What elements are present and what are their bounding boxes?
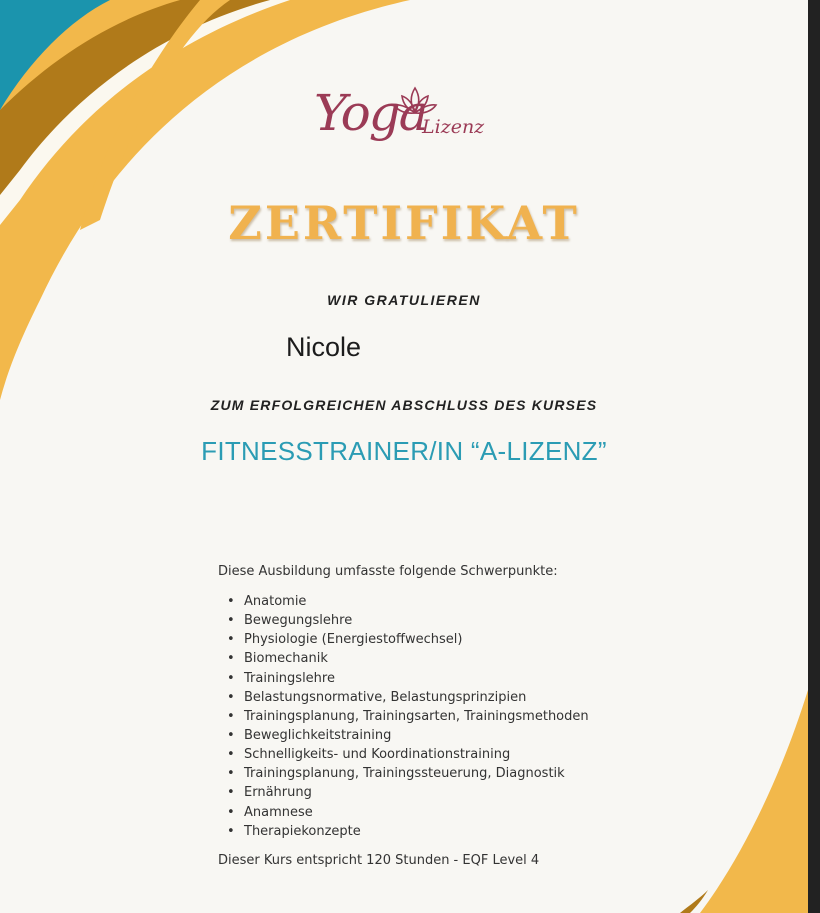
topics-list [227,592,589,841]
list-item: • Ernährung [227,783,589,802]
course-title: FITNESSTRAINER/IN “A-LIZENZ” [201,436,607,466]
bullet-icon: • [227,632,235,648]
list-item: • Therapiekonzepte [227,822,589,841]
bullet-icon: • [227,651,235,667]
bullet-icon: • [227,766,235,782]
bullet-icon: • [227,670,235,686]
certificate-title: ZERTIFIKAT [228,196,580,250]
completion-text: ZUM ERFOLGREICHEN ABSCHLUSS DES KURSES [210,397,598,413]
list-item: • Belastungsnormative, Belastungsprinzipien [227,688,589,707]
logo-script-text: Yoga [314,84,427,142]
congrats-text: WIR GRATULIEREN [327,292,481,308]
bullet-icon: • [227,689,235,705]
logo-small-text: Lizenz [422,116,485,138]
gold-wave-bottom-right [700,690,808,913]
list-item: • Trainingsplanung, Trainingsarten, Trainingsmethoden [227,707,589,726]
list-item: • Anatomie [227,592,589,611]
scroll-edge [808,0,820,913]
list-item: • Trainingsplanung, Trainingssteuerung, Diagnostik [227,764,589,783]
list-item: • Beweglichkeitstraining [227,726,589,745]
bullet-icon: • [227,804,235,820]
bullet-icon: • [227,785,235,801]
recipient-name: Nicole [286,332,362,362]
course-hours-footer: Dieser Kurs entspricht 120 Stunden - EQF Level 4 [218,853,540,868]
list-item: • Biomechanik [227,649,589,668]
list-item: • Anamnese [227,803,589,822]
focus-intro: Diese Ausbildung umfasste folgende Schwerpunkte: [218,564,558,579]
bullet-icon: • [227,823,235,839]
list-item: • Trainingslehre [227,669,589,688]
list-item: • Physiologie (Energiestoffwechsel) [227,630,589,649]
bullet-icon: • [227,708,235,724]
bullet-icon: • [227,747,235,763]
bullet-icon: • [227,727,235,743]
bullet-icon: • [227,594,235,609]
list-item: • Schnelligkeits- und Koordinationstraining [227,745,589,764]
list-item: • Bewegungslehre [227,611,589,630]
yoga-lizenz-logo [310,80,500,170]
bullet-icon: • [227,613,235,629]
